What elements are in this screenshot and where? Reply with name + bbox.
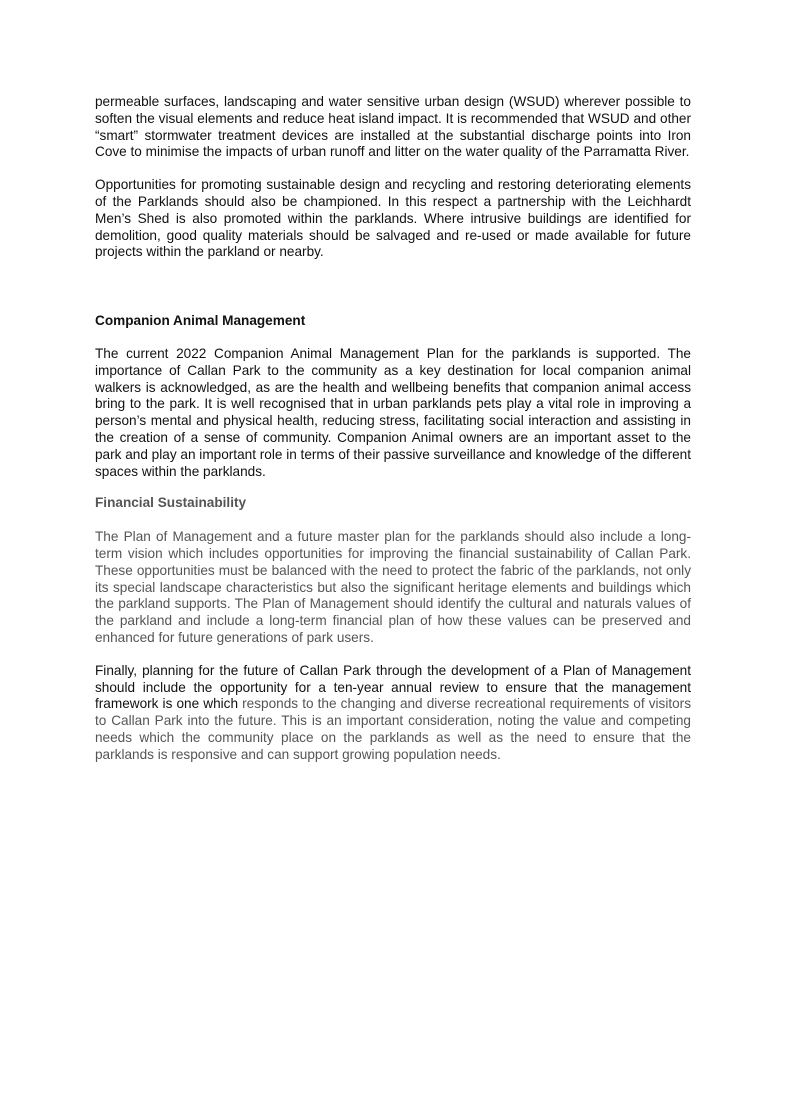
document-page bbox=[95, 94, 691, 764]
paragraph-finally-grey-text: responds to the changing and diverse recreational requirements of visitors to Callan Park into the future. This is an important consideration, noting the value and competing needs which the community place on the parklands as well as the need to ensure that the parklands is responsive and can support growing population needs. bbox=[95, 696, 691, 762]
paragraph-wsud: permeable surfaces, landscaping and water sensitive urban design (WSUD) wherever possible to soften the visual elements and reduce heat island impact. It is recommended that WSUD and other “smart” stormwater treatment devices are installed at the substantial discharge points into Iron Cove to minimise the impacts of urban runoff and litter on the water quality of the Parramatta River. bbox=[95, 94, 691, 160]
paragraph-companion-animal: The current 2022 Companion Animal Management Plan for the parklands is supported. The importance of Callan Park to the community as a key destination for local companion animal walkers is acknowledged, as are the health and wellbeing benefits that companion animal access bring to the park. It is well recognised that in urban parklands pets play a vital role in improving a person’s mental and physical health, reducing stress, facilitating social interaction and assisting in the creation of a sense of community. Companion Animal owners are an important asset to the park and play an important role in terms of their passive surveillance and knowledge of the different spaces within the parklands. bbox=[95, 345, 691, 479]
paragraph-sustainable-design: Opportunities for promoting sustainable design and recycling and restoring deteriorating elements of the Parklands should also be championed. In this respect a partnership with the Leichhardt Men’s Shed is also promoted within the parklands. Where intrusive buildings are identified for demolition, good quality materials should be salvaged and re-used or made available for future projects within the parkland or nearby. bbox=[95, 177, 691, 260]
heading-companion-animal-management: Companion Animal Management bbox=[95, 313, 306, 329]
paragraph-finally bbox=[95, 663, 691, 764]
paragraph-financial-sustainability: The Plan of Management and a future master plan for the parklands should also include a long-term vision which includes opportunities for improving the financial sustainability of Callan Park. These opportunities must be balanced with the need to protect the fabric of the parklands, not only its special landscape characteristics but also the significant heritage elements and buildings which the parkland supports. The Plan of Management should identify the cultural and naturals values of the parkland and include a long-term financial plan of how these values can be preserved and enhanced for future generations of park users. bbox=[95, 529, 691, 645]
heading-financial-sustainability: Financial Sustainability bbox=[95, 495, 247, 511]
paragraph-finally-dark-text: Finally, planning for the future of Callan Park through the development of a Plan of Management should include the opportunity for a ten-year annual review to ensure that the management framework is one which bbox=[95, 662, 691, 712]
